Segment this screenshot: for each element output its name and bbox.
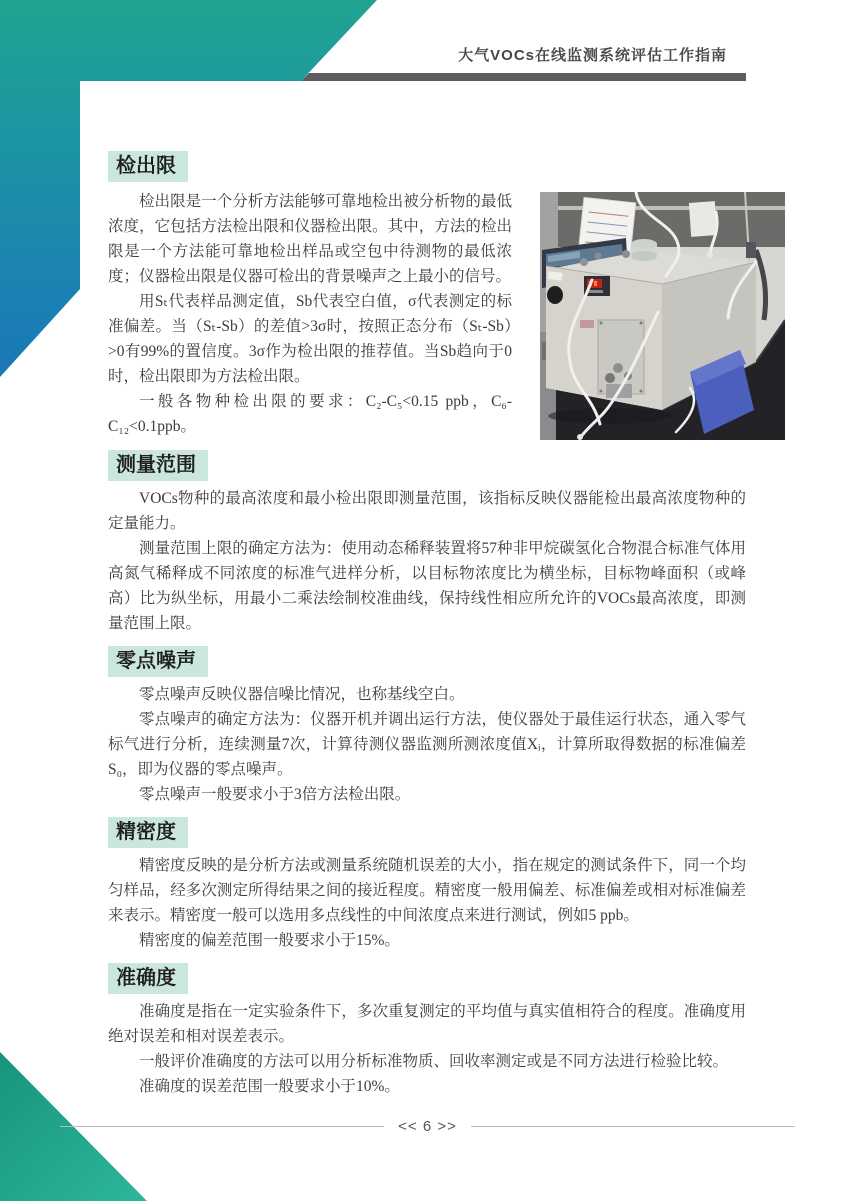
paragraph: 测量范围上限的确定方法为：使用动态稀释装置将57种非甲烷碳氢化合物混合标准气体用高氮气稀释成不同浓度的标准气进样分析，以目标物浓度比为横坐标，目标物峰面积（或峰高）比为纵坐标，用最小二乘法绘制校准曲线，保持线性相应所允许的VOCs最高浓度，即测量范围上限。	[108, 540, 746, 632]
paragraph: 准确度是指在一定实验条件下，多次重复测定的平均值与真实值相符合的程度。准确度用绝对误差和相对误差表示。	[108, 1003, 746, 1045]
section-heading-zero-noise: 零点噪声	[108, 646, 208, 677]
paragraph: 零点噪声反映仪器信噪比情况，也称基线空白。	[139, 686, 465, 703]
section-heading-precision: 精密度	[108, 817, 188, 848]
section-precision	[108, 817, 746, 953]
paragraph: VOCs物种的最高浓度和最小检出限即测量范围，该指标反映仪器能检出最高浓度物种的定量能力。	[108, 490, 746, 532]
page-number: << 6 >>	[398, 1118, 457, 1135]
paragraph: 零点噪声一般要求小于3倍方法检出限。	[139, 786, 411, 803]
document-header-title: 大气VOCs在线监测系统评估工作指南	[458, 47, 727, 64]
section-heading-accuracy: 准确度	[108, 963, 188, 994]
photo-wall-pipe	[540, 206, 785, 210]
section-detection-limit	[108, 151, 746, 440]
equipment-photo	[540, 192, 785, 440]
paragraph: 一般各物种检出限的要求：C₂-C₅<0.15 ppb，C₆-C₁₂<0.1ppb。	[108, 393, 512, 435]
header-rule	[301, 73, 746, 81]
footer-divider-left	[60, 1126, 384, 1127]
page-content	[108, 81, 746, 1099]
section-detection-limit-body	[108, 189, 785, 440]
section-zero-noise	[108, 646, 746, 807]
paragraph: 准确度的误差范围一般要求小于10%。	[139, 1078, 400, 1095]
paragraph: 零点噪声的确定方法为：仪器开机并调出运行方法，使仪器处于最佳运行状态，通入零气标气进行分析，连续测量7次，计算待测仪器监测所测浓度值Xᵢ，计算所取得数据的标准偏差S₀，即为仪器的零点噪声。	[108, 711, 746, 778]
page-footer	[60, 1118, 795, 1135]
paragraph: 精密度的偏差范围一般要求小于15%。	[139, 932, 400, 949]
section-heading-detection-limit: 检出限	[108, 151, 188, 182]
section-detection-limit-text	[108, 189, 512, 440]
paragraph: 检出限是一个分析方法能够可靠地检出被分析物的最低浓度，它包括方法检出限和仪器检出限。其中，方法的检出限是一个方法能可靠地检出样品或空包中待测物的最低浓度；仪器检出限是仪器可检出的背景噪声之上最小的信号。	[108, 193, 512, 285]
section-accuracy	[108, 963, 746, 1099]
section-measurement-range	[108, 450, 746, 636]
section-heading-measurement-range: 测量范围	[108, 450, 208, 481]
paragraph: 用Sₜ代表样品测定值，Sb代表空白值，σ代表测定的标准偏差。当（Sₜ-Sb）的差值>3σ时，按照正态分布（Sₜ-Sb）>0有99%的置信度。3σ作为检出限的推荐值。当Sb趋向于0时，检出限即为方法检出限。	[108, 293, 512, 385]
paragraph: 一般评价准确度的方法可以用分析标准物质、回收率测定或是不同方法进行检验比较。	[139, 1053, 729, 1070]
footer-divider-right	[471, 1126, 795, 1127]
paragraph: 精密度反映的是分析方法或测量系统随机误差的大小，指在规定的测试条件下，同一个均匀样品，经多次测定所得结果之间的接近程度。精密度一般用偏差、标准偏差或相对标准偏差来表示。精密度一般可以选用多点线性的中间浓度点来进行测试，例如5 ppb。	[108, 857, 746, 924]
